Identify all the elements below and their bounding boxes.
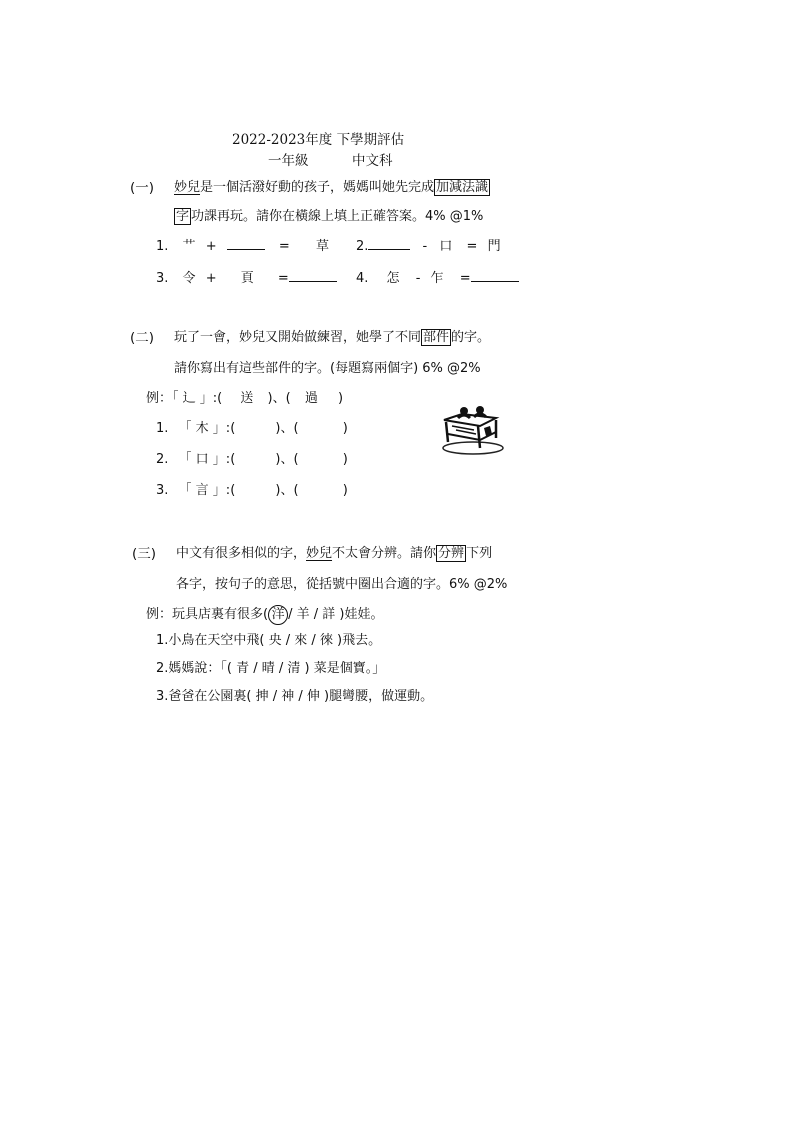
item-part: 「 言 」:( bbox=[178, 483, 236, 498]
question-1-4 bbox=[356, 267, 519, 286]
page-title: 2022-2023年度 下學期評估 bbox=[232, 132, 405, 148]
section3-text-end: 下列 bbox=[466, 546, 493, 561]
section3-number: (三) bbox=[132, 546, 157, 562]
grade-label: 一年級 bbox=[268, 153, 309, 169]
item-separator: )、( bbox=[275, 421, 299, 436]
subject-label: 中文科 bbox=[352, 153, 393, 169]
section2-item-1 bbox=[156, 417, 348, 436]
item-number: 1. bbox=[156, 421, 169, 436]
answer-blank[interactable] bbox=[227, 237, 265, 250]
item-number: 3. bbox=[156, 483, 169, 498]
q-part-b: 頁 bbox=[240, 271, 254, 286]
section3-boxed-term: 分辨 bbox=[438, 546, 465, 561]
question-1-3 bbox=[156, 267, 337, 286]
answer-blank[interactable] bbox=[471, 269, 519, 282]
example-part: 「 辶 」:( bbox=[172, 391, 223, 406]
q-part-b: 口 bbox=[439, 239, 453, 254]
q-operator: - bbox=[422, 239, 428, 254]
section3-item-2[interactable]: 2.媽媽說：「( 青 / 晴 / 清 ) 菜是個寶。」 bbox=[156, 661, 386, 676]
section1-number: (一) bbox=[130, 180, 155, 196]
q-equals: = bbox=[459, 271, 471, 286]
section2-text-end: 的字。 bbox=[451, 330, 491, 345]
q-equals: = bbox=[277, 271, 289, 286]
section1-line2 bbox=[174, 205, 483, 224]
circled-answer: 洋 bbox=[268, 605, 288, 625]
item-number: 2. bbox=[156, 452, 169, 467]
q-result: 草 bbox=[315, 239, 329, 254]
section2-number: (二) bbox=[130, 330, 155, 346]
example-word-1: 送 bbox=[240, 391, 254, 406]
q-operator: - bbox=[415, 271, 421, 286]
example-separator: )、( bbox=[267, 391, 291, 406]
section1-name: 妙兒 bbox=[174, 180, 201, 195]
section2-text: 玩了一會，妙兒又開始做練習，她學了不同 bbox=[174, 330, 422, 345]
section3-line1 bbox=[176, 542, 492, 561]
q-number: 4. bbox=[356, 271, 369, 286]
section2-item-3 bbox=[156, 479, 348, 498]
section3-text-mid: 不太會分辨。請你 bbox=[332, 546, 437, 561]
section2-example bbox=[146, 387, 343, 406]
section3-item-3[interactable]: 3.爸爸在公園裏( 抻 / 神 / 伸 )腿彎腰，做運動。 bbox=[156, 689, 434, 704]
item-part: 「 口 」:( bbox=[178, 452, 236, 467]
section2-boxed-term: 部件 bbox=[423, 330, 450, 345]
section2-item-2 bbox=[156, 448, 348, 467]
example-options: / 羊 / 詳 )娃娃。 bbox=[288, 607, 384, 622]
section1-line1 bbox=[174, 176, 490, 195]
q-number: 2. bbox=[356, 239, 369, 254]
section3-name: 妙兒 bbox=[306, 546, 333, 561]
q-equals: = bbox=[278, 239, 290, 254]
q-operator: + bbox=[205, 271, 217, 286]
section2-instruction: 請你寫出有這些部件的字。(每題寫兩個字) 6% @2% bbox=[174, 361, 481, 376]
example-word-2: 過 bbox=[304, 391, 318, 406]
question-1-2 bbox=[356, 235, 501, 254]
q-part-b: 乍 bbox=[430, 271, 444, 286]
q-equals: = bbox=[466, 239, 478, 254]
question-1-1 bbox=[156, 235, 329, 254]
item-close: ) bbox=[342, 452, 348, 467]
section3-example bbox=[146, 603, 383, 625]
section2-line1 bbox=[174, 326, 490, 345]
section3-text: 中文有很多相似的字， bbox=[176, 546, 307, 561]
example-close: ) bbox=[337, 391, 344, 406]
answer-blank[interactable] bbox=[289, 269, 337, 282]
item-separator: )、( bbox=[275, 483, 299, 498]
item-close: ) bbox=[342, 483, 348, 498]
q-part-a: 怎 bbox=[386, 271, 400, 286]
section1-instruction: 功課再玩。請你在橫線上填上正確答案。4% @1% bbox=[191, 209, 484, 224]
section1-boxed-char: 字 bbox=[176, 209, 190, 224]
item-part: 「 木 」:( bbox=[178, 421, 236, 436]
item-separator: )、( bbox=[275, 452, 299, 467]
answer-blank[interactable] bbox=[368, 237, 410, 250]
section3-instruction: 各字，按句子的意思，從括號中圈出合適的字。6% @2% bbox=[176, 577, 508, 592]
section1-text: 是一個活潑好動的孩子，媽媽叫她先完成 bbox=[200, 180, 435, 195]
item-close: ) bbox=[342, 421, 348, 436]
q-part-a: 艹 bbox=[182, 239, 196, 254]
section1-boxed-term: 加減法識 bbox=[436, 180, 489, 195]
q-number: 3. bbox=[156, 271, 169, 286]
section3-item-1[interactable]: 1.小鳥在天空中飛( 央 / 來 / 徠 )飛去。 bbox=[156, 633, 382, 648]
q-result: 門 bbox=[487, 239, 501, 254]
students-at-desk-illustration bbox=[438, 404, 504, 456]
q-number: 1. bbox=[156, 239, 169, 254]
q-operator: + bbox=[205, 239, 217, 254]
example-text: 例：玩具店裏有很多( bbox=[146, 607, 269, 622]
example-label: 例： bbox=[146, 391, 173, 406]
q-part-a: 令 bbox=[182, 271, 196, 286]
